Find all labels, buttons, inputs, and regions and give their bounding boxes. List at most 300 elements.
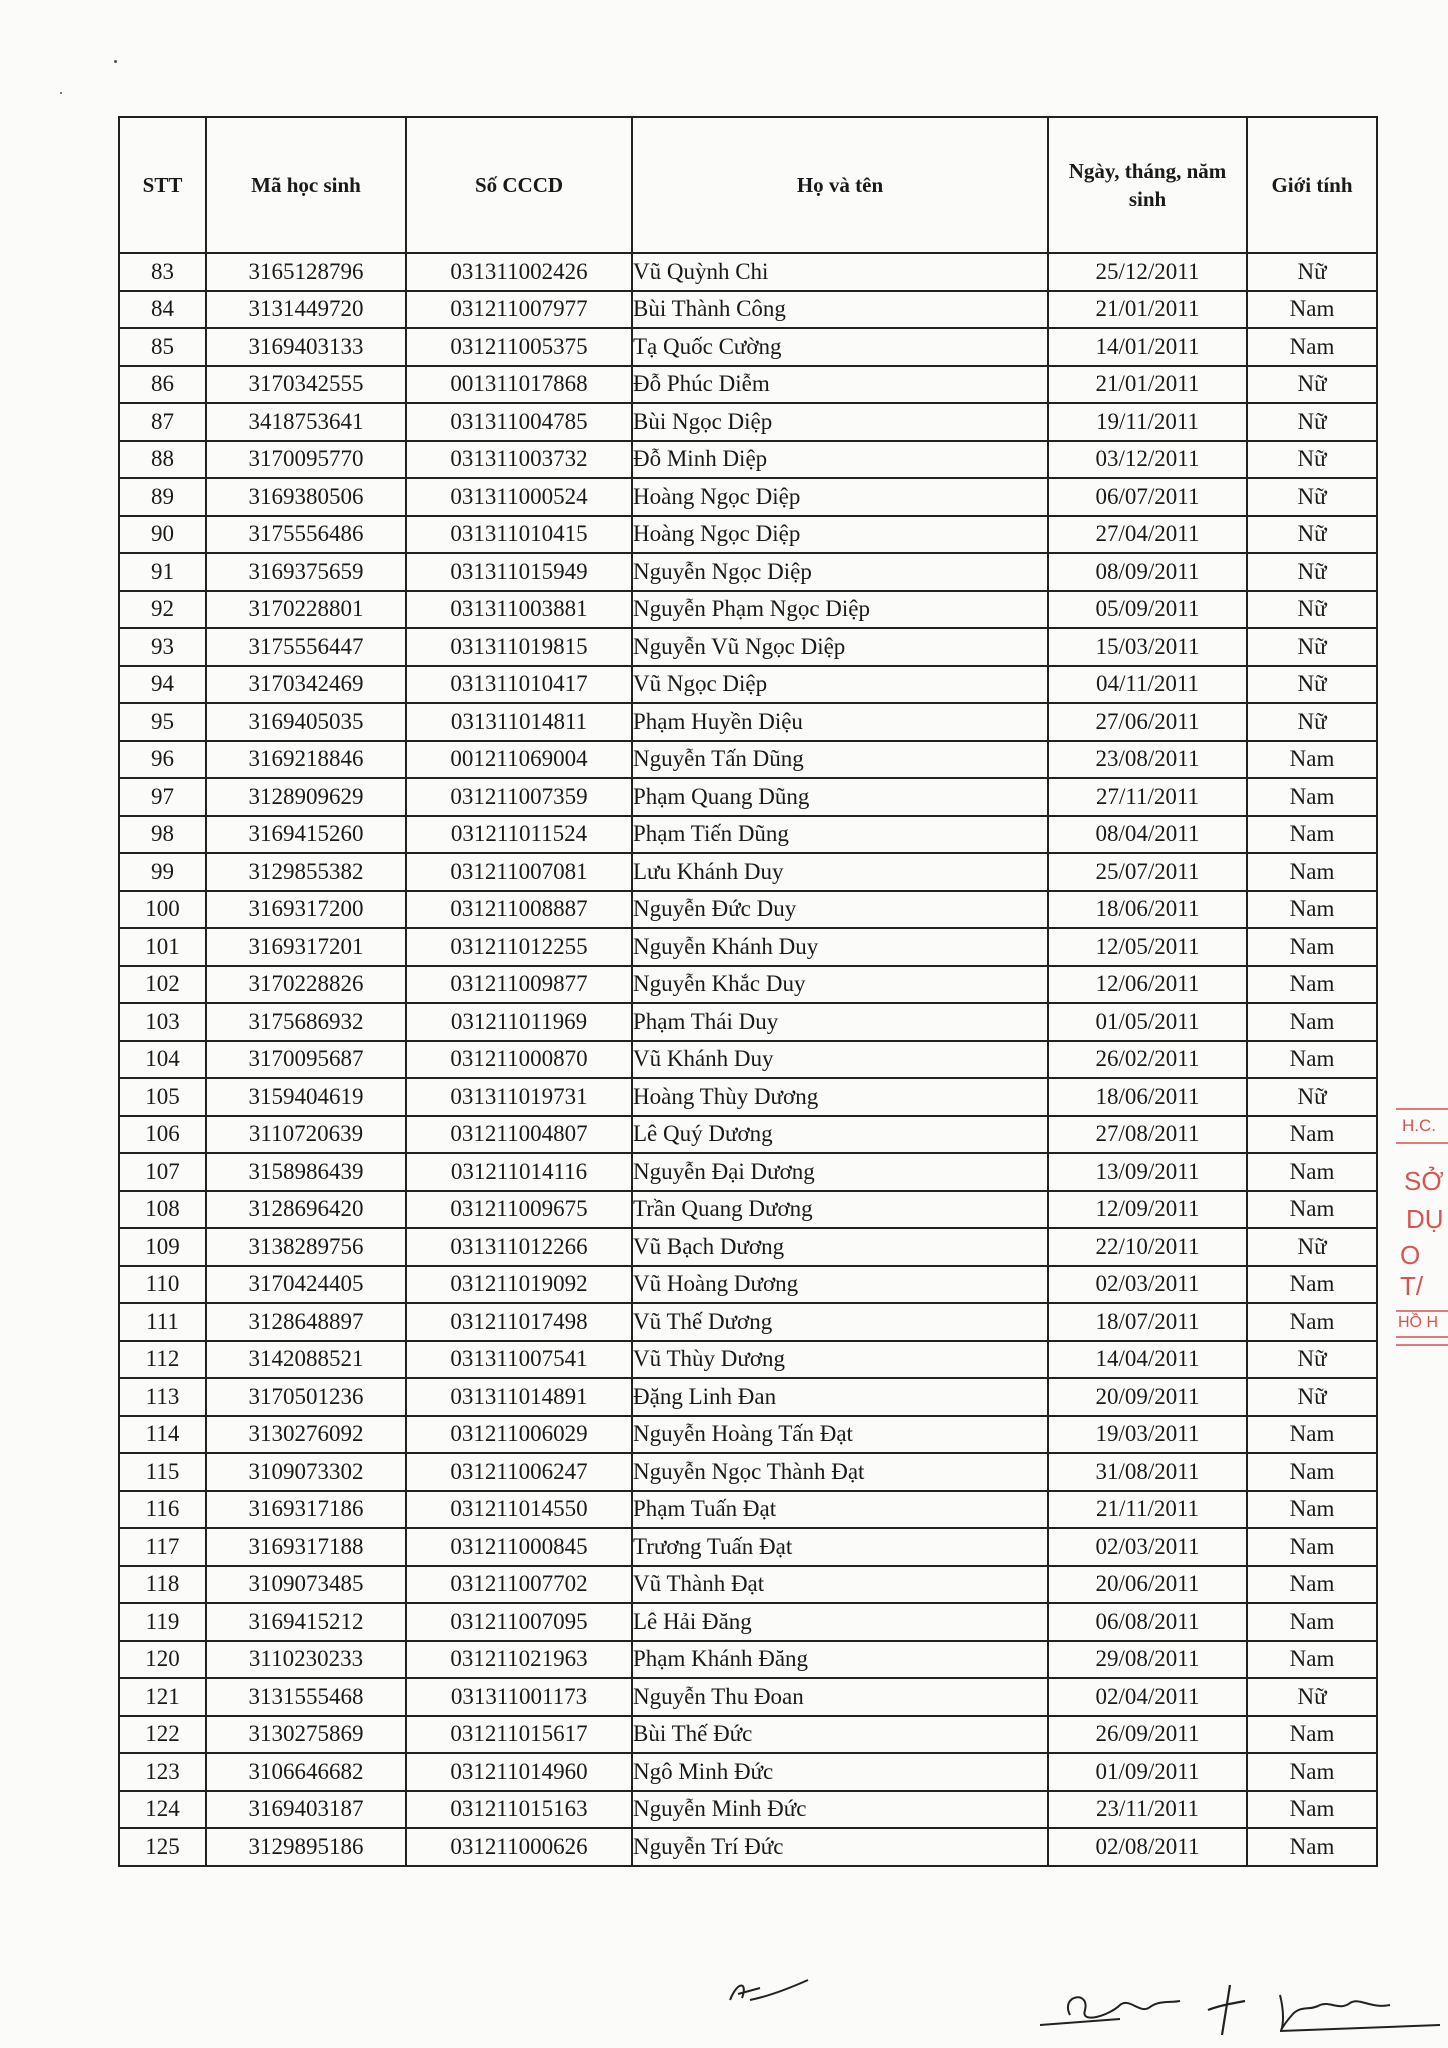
table-row [119, 1528, 1377, 1566]
cell-birth-date: 06/08/2011 [1048, 1603, 1247, 1641]
cell-full-name: Phạm Tuấn Đạt [632, 1491, 1048, 1529]
cell-citizen-id: 031211021963 [406, 1641, 632, 1679]
table-row [119, 328, 1377, 366]
cell-citizen-id: 031311004785 [406, 403, 632, 441]
cell-gender: Nam [1247, 1566, 1377, 1604]
cell-stt: 104 [119, 1041, 206, 1079]
table-body [119, 253, 1377, 1866]
cell-birth-date: 19/03/2011 [1048, 1416, 1247, 1454]
cell-birth-date: 23/08/2011 [1048, 741, 1247, 779]
cell-student-id: 3110720639 [206, 1116, 406, 1154]
cell-gender: Nam [1247, 1116, 1377, 1154]
table-row [119, 553, 1377, 591]
cell-citizen-id: 031211008887 [406, 891, 632, 929]
cell-citizen-id: 001311017868 [406, 366, 632, 404]
cell-full-name: Trần Quang Dương [632, 1191, 1048, 1229]
cell-citizen-id: 031311015949 [406, 553, 632, 591]
cell-gender: Nam [1247, 853, 1377, 891]
cell-student-id: 3128648897 [206, 1303, 406, 1341]
cell-stt: 110 [119, 1266, 206, 1304]
cell-stt: 100 [119, 891, 206, 929]
cell-birth-date: 12/05/2011 [1048, 928, 1247, 966]
cell-citizen-id: 031211014550 [406, 1491, 632, 1529]
cell-full-name: Tạ Quốc Cường [632, 328, 1048, 366]
cell-birth-date: 23/11/2011 [1048, 1791, 1247, 1829]
cell-citizen-id: 031211017498 [406, 1303, 632, 1341]
table-row [119, 478, 1377, 516]
cell-student-id: 3169375659 [206, 553, 406, 591]
cell-full-name: Bùi Thế Đức [632, 1716, 1048, 1754]
cell-full-name: Nguyễn Đức Duy [632, 891, 1048, 929]
table-row [119, 1716, 1377, 1754]
cell-stt: 88 [119, 441, 206, 479]
student-roster-table [118, 116, 1378, 1867]
table-row [119, 741, 1377, 779]
table-row [119, 1603, 1377, 1641]
cell-birth-date: 02/03/2011 [1048, 1266, 1247, 1304]
seal-text: H.C. [1402, 1116, 1436, 1135]
header-stt: STT [119, 117, 206, 253]
cell-student-id: 3142088521 [206, 1341, 406, 1379]
cell-student-id: 3109073302 [206, 1453, 406, 1491]
cell-stt: 103 [119, 1003, 206, 1041]
cell-citizen-id: 031211014960 [406, 1753, 632, 1791]
cell-birth-date: 14/04/2011 [1048, 1341, 1247, 1379]
cell-stt: 101 [119, 928, 206, 966]
cell-full-name: Nguyễn Thu Đoan [632, 1678, 1048, 1716]
cell-stt: 83 [119, 253, 206, 291]
cell-student-id: 3169415212 [206, 1603, 406, 1641]
cell-stt: 99 [119, 853, 206, 891]
cell-student-id: 3175556447 [206, 628, 406, 666]
cell-citizen-id: 031211011969 [406, 1003, 632, 1041]
cell-student-id: 3130276092 [206, 1416, 406, 1454]
table-row [119, 1266, 1377, 1304]
cell-gender: Nam [1247, 928, 1377, 966]
cell-gender: Nam [1247, 1153, 1377, 1191]
cell-birth-date: 04/11/2011 [1048, 666, 1247, 704]
cell-birth-date: 21/01/2011 [1048, 291, 1247, 329]
cell-student-id: 3170228826 [206, 966, 406, 1004]
cell-birth-date: 06/07/2011 [1048, 478, 1247, 516]
cell-student-id: 3175556486 [206, 516, 406, 554]
seal-text: SỞ [1404, 1166, 1444, 1196]
table-row [119, 516, 1377, 554]
cell-birth-date: 05/09/2011 [1048, 591, 1247, 629]
cell-full-name: Ngô Minh Đức [632, 1753, 1048, 1791]
cell-birth-date: 08/09/2011 [1048, 553, 1247, 591]
table-row [119, 291, 1377, 329]
table-row [119, 1378, 1377, 1416]
cell-student-id: 3169317188 [206, 1528, 406, 1566]
seal-ring [1396, 1336, 1448, 1338]
table-row [119, 1341, 1377, 1379]
cell-gender: Nam [1247, 1303, 1377, 1341]
cell-stt: 114 [119, 1416, 206, 1454]
table-header [119, 117, 1377, 253]
table-row [119, 1828, 1377, 1866]
header-full-name: Họ và tên [632, 117, 1048, 253]
seal-ring [1396, 1344, 1448, 1346]
cell-full-name: Vũ Quỳnh Chi [632, 253, 1048, 291]
cell-full-name: Phạm Khánh Đăng [632, 1641, 1048, 1679]
cell-student-id: 3128909629 [206, 778, 406, 816]
table-row [119, 1153, 1377, 1191]
cell-birth-date: 01/09/2011 [1048, 1753, 1247, 1791]
cell-birth-date: 27/06/2011 [1048, 703, 1247, 741]
cell-full-name: Nguyễn Trí Đức [632, 1828, 1048, 1866]
cell-student-id: 3130275869 [206, 1716, 406, 1754]
table-row [119, 666, 1377, 704]
cell-stt: 85 [119, 328, 206, 366]
cell-citizen-id: 031311019815 [406, 628, 632, 666]
cell-stt: 124 [119, 1791, 206, 1829]
cell-birth-date: 13/09/2011 [1048, 1153, 1247, 1191]
table-row [119, 1003, 1377, 1041]
cell-student-id: 3158986439 [206, 1153, 406, 1191]
cell-stt: 120 [119, 1641, 206, 1679]
cell-student-id: 3418753641 [206, 403, 406, 441]
cell-birth-date: 27/08/2011 [1048, 1116, 1247, 1154]
cell-birth-date: 18/06/2011 [1048, 1078, 1247, 1116]
cell-stt: 111 [119, 1303, 206, 1341]
cell-citizen-id: 031211007977 [406, 291, 632, 329]
cell-stt: 123 [119, 1753, 206, 1791]
cell-gender: Nam [1247, 1191, 1377, 1229]
cell-student-id: 3169403133 [206, 328, 406, 366]
table-row [119, 628, 1377, 666]
cell-citizen-id: 031211005375 [406, 328, 632, 366]
table-row [119, 366, 1377, 404]
cell-gender: Nữ [1247, 1341, 1377, 1379]
cell-birth-date: 27/04/2011 [1048, 516, 1247, 554]
cell-student-id: 3170095687 [206, 1041, 406, 1079]
cell-gender: Nam [1247, 1453, 1377, 1491]
cell-citizen-id: 031211004807 [406, 1116, 632, 1154]
table-row [119, 1678, 1377, 1716]
cell-citizen-id: 031311007541 [406, 1341, 632, 1379]
cell-full-name: Hoàng Ngọc Diệp [632, 516, 1048, 554]
cell-student-id: 3106646682 [206, 1753, 406, 1791]
cell-full-name: Nguyễn Khắc Duy [632, 966, 1048, 1004]
cell-birth-date: 02/03/2011 [1048, 1528, 1247, 1566]
cell-student-id: 3170342469 [206, 666, 406, 704]
cell-full-name: Vũ Khánh Duy [632, 1041, 1048, 1079]
table-row [119, 1041, 1377, 1079]
cell-full-name: Đỗ Minh Diệp [632, 441, 1048, 479]
cell-citizen-id: 031211007095 [406, 1603, 632, 1641]
table-row [119, 1791, 1377, 1829]
cell-citizen-id: 031211012255 [406, 928, 632, 966]
cell-birth-date: 15/03/2011 [1048, 628, 1247, 666]
cell-citizen-id: 031211006029 [406, 1416, 632, 1454]
cell-citizen-id: 031211007702 [406, 1566, 632, 1604]
cell-gender: Nữ [1247, 1678, 1377, 1716]
cell-stt: 113 [119, 1378, 206, 1416]
cell-gender: Nữ [1247, 366, 1377, 404]
cell-full-name: Lê Quý Dương [632, 1116, 1048, 1154]
cell-citizen-id: 031311001173 [406, 1678, 632, 1716]
cell-student-id: 3169405035 [206, 703, 406, 741]
cell-student-id: 3169317200 [206, 891, 406, 929]
cell-gender: Nữ [1247, 1378, 1377, 1416]
header-citizen-id: Số CCCD [406, 117, 632, 253]
cell-student-id: 3169317201 [206, 928, 406, 966]
cell-citizen-id: 031211014116 [406, 1153, 632, 1191]
cell-full-name: Trương Tuấn Đạt [632, 1528, 1048, 1566]
table-row [119, 1116, 1377, 1154]
cell-full-name: Nguyễn Hoàng Tấn Đạt [632, 1416, 1048, 1454]
cell-full-name: Nguyễn Ngọc Thành Đạt [632, 1453, 1048, 1491]
cell-full-name: Hoàng Ngọc Diệp [632, 478, 1048, 516]
cell-gender: Nam [1247, 741, 1377, 779]
cell-birth-date: 25/07/2011 [1048, 853, 1247, 891]
cell-stt: 105 [119, 1078, 206, 1116]
cell-birth-date: 18/06/2011 [1048, 891, 1247, 929]
cell-student-id: 3131555468 [206, 1678, 406, 1716]
cell-gender: Nam [1247, 1791, 1377, 1829]
cell-citizen-id: 031311010415 [406, 516, 632, 554]
cell-gender: Nam [1247, 1003, 1377, 1041]
cell-full-name: Phạm Thái Duy [632, 1003, 1048, 1041]
table-row [119, 403, 1377, 441]
cell-birth-date: 12/06/2011 [1048, 966, 1247, 1004]
cell-full-name: Nguyễn Đại Dương [632, 1153, 1048, 1191]
seal-ring [1396, 1310, 1448, 1312]
cell-gender: Nữ [1247, 478, 1377, 516]
cell-gender: Nam [1247, 1416, 1377, 1454]
cell-full-name: Vũ Thùy Dương [632, 1341, 1048, 1379]
cell-gender: Nữ [1247, 553, 1377, 591]
cell-birth-date: 26/09/2011 [1048, 1716, 1247, 1754]
cell-full-name: Lưu Khánh Duy [632, 853, 1048, 891]
table-row [119, 966, 1377, 1004]
cell-citizen-id: 031311014811 [406, 703, 632, 741]
cell-citizen-id: 031311003881 [406, 591, 632, 629]
cell-student-id: 3109073485 [206, 1566, 406, 1604]
cell-birth-date: 22/10/2011 [1048, 1228, 1247, 1266]
table-row [119, 1753, 1377, 1791]
cell-stt: 93 [119, 628, 206, 666]
cell-stt: 98 [119, 816, 206, 854]
cell-student-id: 3131449720 [206, 291, 406, 329]
cell-student-id: 3169403187 [206, 1791, 406, 1829]
cell-full-name: Nguyễn Vũ Ngọc Diệp [632, 628, 1048, 666]
signature-marks [1030, 1975, 1448, 2048]
cell-gender: Nam [1247, 816, 1377, 854]
table-row [119, 816, 1377, 854]
cell-full-name: Nguyễn Phạm Ngọc Diệp [632, 591, 1048, 629]
cell-stt: 94 [119, 666, 206, 704]
cell-full-name: Bùi Thành Công [632, 291, 1048, 329]
cell-stt: 89 [119, 478, 206, 516]
cell-citizen-id: 031211000870 [406, 1041, 632, 1079]
cell-full-name: Bùi Ngọc Diệp [632, 403, 1048, 441]
cell-stt: 87 [119, 403, 206, 441]
cell-stt: 97 [119, 778, 206, 816]
cell-gender: Nam [1247, 778, 1377, 816]
cell-birth-date: 25/12/2011 [1048, 253, 1247, 291]
cell-student-id: 3175686932 [206, 1003, 406, 1041]
cell-student-id: 3169218846 [206, 741, 406, 779]
table-row [119, 703, 1377, 741]
header-birth-date: Ngày, tháng, năm sinh [1048, 117, 1247, 253]
cell-birth-date: 02/08/2011 [1048, 1828, 1247, 1866]
cell-gender: Nữ [1247, 253, 1377, 291]
cell-gender: Nữ [1247, 628, 1377, 666]
cell-birth-date: 19/11/2011 [1048, 403, 1247, 441]
cell-gender: Nữ [1247, 403, 1377, 441]
cell-gender: Nữ [1247, 516, 1377, 554]
cell-gender: Nam [1247, 1641, 1377, 1679]
cell-birth-date: 26/02/2011 [1048, 1041, 1247, 1079]
cell-stt: 90 [119, 516, 206, 554]
cell-birth-date: 20/09/2011 [1048, 1378, 1247, 1416]
cell-gender: Nữ [1247, 441, 1377, 479]
cell-birth-date: 14/01/2011 [1048, 328, 1247, 366]
cell-full-name: Vũ Thành Đạt [632, 1566, 1048, 1604]
cell-gender: Nữ [1247, 1078, 1377, 1116]
cell-gender: Nam [1247, 1528, 1377, 1566]
cell-gender: Nam [1247, 328, 1377, 366]
cell-stt: 119 [119, 1603, 206, 1641]
cell-birth-date: 20/06/2011 [1048, 1566, 1247, 1604]
cell-full-name: Lê Hải Đăng [632, 1603, 1048, 1641]
cell-citizen-id: 031211009675 [406, 1191, 632, 1229]
cell-stt: 95 [119, 703, 206, 741]
cell-citizen-id: 031211019092 [406, 1266, 632, 1304]
cell-birth-date: 21/11/2011 [1048, 1491, 1247, 1529]
cell-stt: 102 [119, 966, 206, 1004]
cell-student-id: 3170424405 [206, 1266, 406, 1304]
cell-citizen-id: 031211015617 [406, 1716, 632, 1754]
cell-full-name: Nguyễn Ngọc Diệp [632, 553, 1048, 591]
cell-citizen-id: 031211000626 [406, 1828, 632, 1866]
table-row [119, 928, 1377, 966]
cell-student-id: 3129895186 [206, 1828, 406, 1866]
cell-stt: 86 [119, 366, 206, 404]
cell-birth-date: 03/12/2011 [1048, 441, 1247, 479]
cell-stt: 107 [119, 1153, 206, 1191]
cell-birth-date: 31/08/2011 [1048, 1453, 1247, 1491]
cell-stt: 116 [119, 1491, 206, 1529]
table-row [119, 1453, 1377, 1491]
table-row [119, 1491, 1377, 1529]
cell-stt: 112 [119, 1341, 206, 1379]
table-row [119, 1228, 1377, 1266]
cell-stt: 109 [119, 1228, 206, 1266]
table-row [119, 1641, 1377, 1679]
cell-student-id: 3138289756 [206, 1228, 406, 1266]
cell-citizen-id: 031211011524 [406, 816, 632, 854]
table-row [119, 1416, 1377, 1454]
table-row [119, 591, 1377, 629]
cell-gender: Nam [1247, 891, 1377, 929]
cell-citizen-id: 031311014891 [406, 1378, 632, 1416]
cell-student-id: 3165128796 [206, 253, 406, 291]
cell-stt: 118 [119, 1566, 206, 1604]
cell-student-id: 3159404619 [206, 1078, 406, 1116]
cell-citizen-id: 031311019731 [406, 1078, 632, 1116]
cell-gender: Nữ [1247, 666, 1377, 704]
cell-gender: Nam [1247, 1716, 1377, 1754]
cell-full-name: Nguyễn Khánh Duy [632, 928, 1048, 966]
cell-full-name: Vũ Hoàng Dương [632, 1266, 1048, 1304]
cell-stt: 122 [119, 1716, 206, 1754]
cell-birth-date: 08/04/2011 [1048, 816, 1247, 854]
cell-birth-date: 27/11/2011 [1048, 778, 1247, 816]
cell-birth-date: 29/08/2011 [1048, 1641, 1247, 1679]
cell-student-id: 3128696420 [206, 1191, 406, 1229]
cell-gender: Nam [1247, 1603, 1377, 1641]
cell-gender: Nam [1247, 1041, 1377, 1079]
cell-full-name: Hoàng Thùy Dương [632, 1078, 1048, 1116]
cell-full-name: Phạm Tiến Dũng [632, 816, 1048, 854]
cell-citizen-id: 031211007081 [406, 853, 632, 891]
cell-stt: 84 [119, 291, 206, 329]
seal-ring [1396, 1108, 1448, 1110]
seal-text: O T/ [1400, 1240, 1424, 1301]
seal-ring [1396, 1142, 1448, 1144]
table-row [119, 1078, 1377, 1116]
table-row [119, 778, 1377, 816]
cell-gender: Nam [1247, 1828, 1377, 1866]
cell-stt: 96 [119, 741, 206, 779]
cell-stt: 91 [119, 553, 206, 591]
table-row [119, 441, 1377, 479]
cell-full-name: Nguyễn Minh Đức [632, 1791, 1048, 1829]
cell-full-name: Nguyễn Tấn Dũng [632, 741, 1048, 779]
cell-birth-date: 01/05/2011 [1048, 1003, 1247, 1041]
cell-student-id: 3129855382 [206, 853, 406, 891]
table-row [119, 891, 1377, 929]
seal-text: DỤ [1406, 1204, 1444, 1234]
cell-full-name: Phạm Quang Dũng [632, 778, 1048, 816]
cell-student-id: 3169380506 [206, 478, 406, 516]
cell-birth-date: 12/09/2011 [1048, 1191, 1247, 1229]
cell-full-name: Vũ Ngọc Diệp [632, 666, 1048, 704]
cell-gender: Nam [1247, 1491, 1377, 1529]
cell-birth-date: 02/04/2011 [1048, 1678, 1247, 1716]
cell-stt: 92 [119, 591, 206, 629]
table-row [119, 253, 1377, 291]
cell-gender: Nữ [1247, 703, 1377, 741]
scan-speck [114, 60, 117, 63]
cell-citizen-id: 031311012266 [406, 1228, 632, 1266]
cell-student-id: 3110230233 [206, 1641, 406, 1679]
cell-gender: Nữ [1247, 1228, 1377, 1266]
cell-stt: 115 [119, 1453, 206, 1491]
cell-full-name: Phạm Huyền Diệu [632, 703, 1048, 741]
seal-text: HỒ H [1398, 1314, 1438, 1331]
cell-gender: Nữ [1247, 591, 1377, 629]
cell-student-id: 3170501236 [206, 1378, 406, 1416]
header-gender: Giới tính [1247, 117, 1377, 253]
cell-stt: 125 [119, 1828, 206, 1866]
cell-citizen-id: 031211015163 [406, 1791, 632, 1829]
cell-student-id: 3170228801 [206, 591, 406, 629]
cell-student-id: 3170095770 [206, 441, 406, 479]
cell-citizen-id: 031311003732 [406, 441, 632, 479]
cell-citizen-id: 031311000524 [406, 478, 632, 516]
cell-citizen-id: 031211000845 [406, 1528, 632, 1566]
cell-citizen-id: 001211069004 [406, 741, 632, 779]
cell-student-id: 3170342555 [206, 366, 406, 404]
cell-stt: 117 [119, 1528, 206, 1566]
cell-full-name: Vũ Bạch Dương [632, 1228, 1048, 1266]
cell-citizen-id: 031211009877 [406, 966, 632, 1004]
signature-initial [720, 1970, 820, 2020]
